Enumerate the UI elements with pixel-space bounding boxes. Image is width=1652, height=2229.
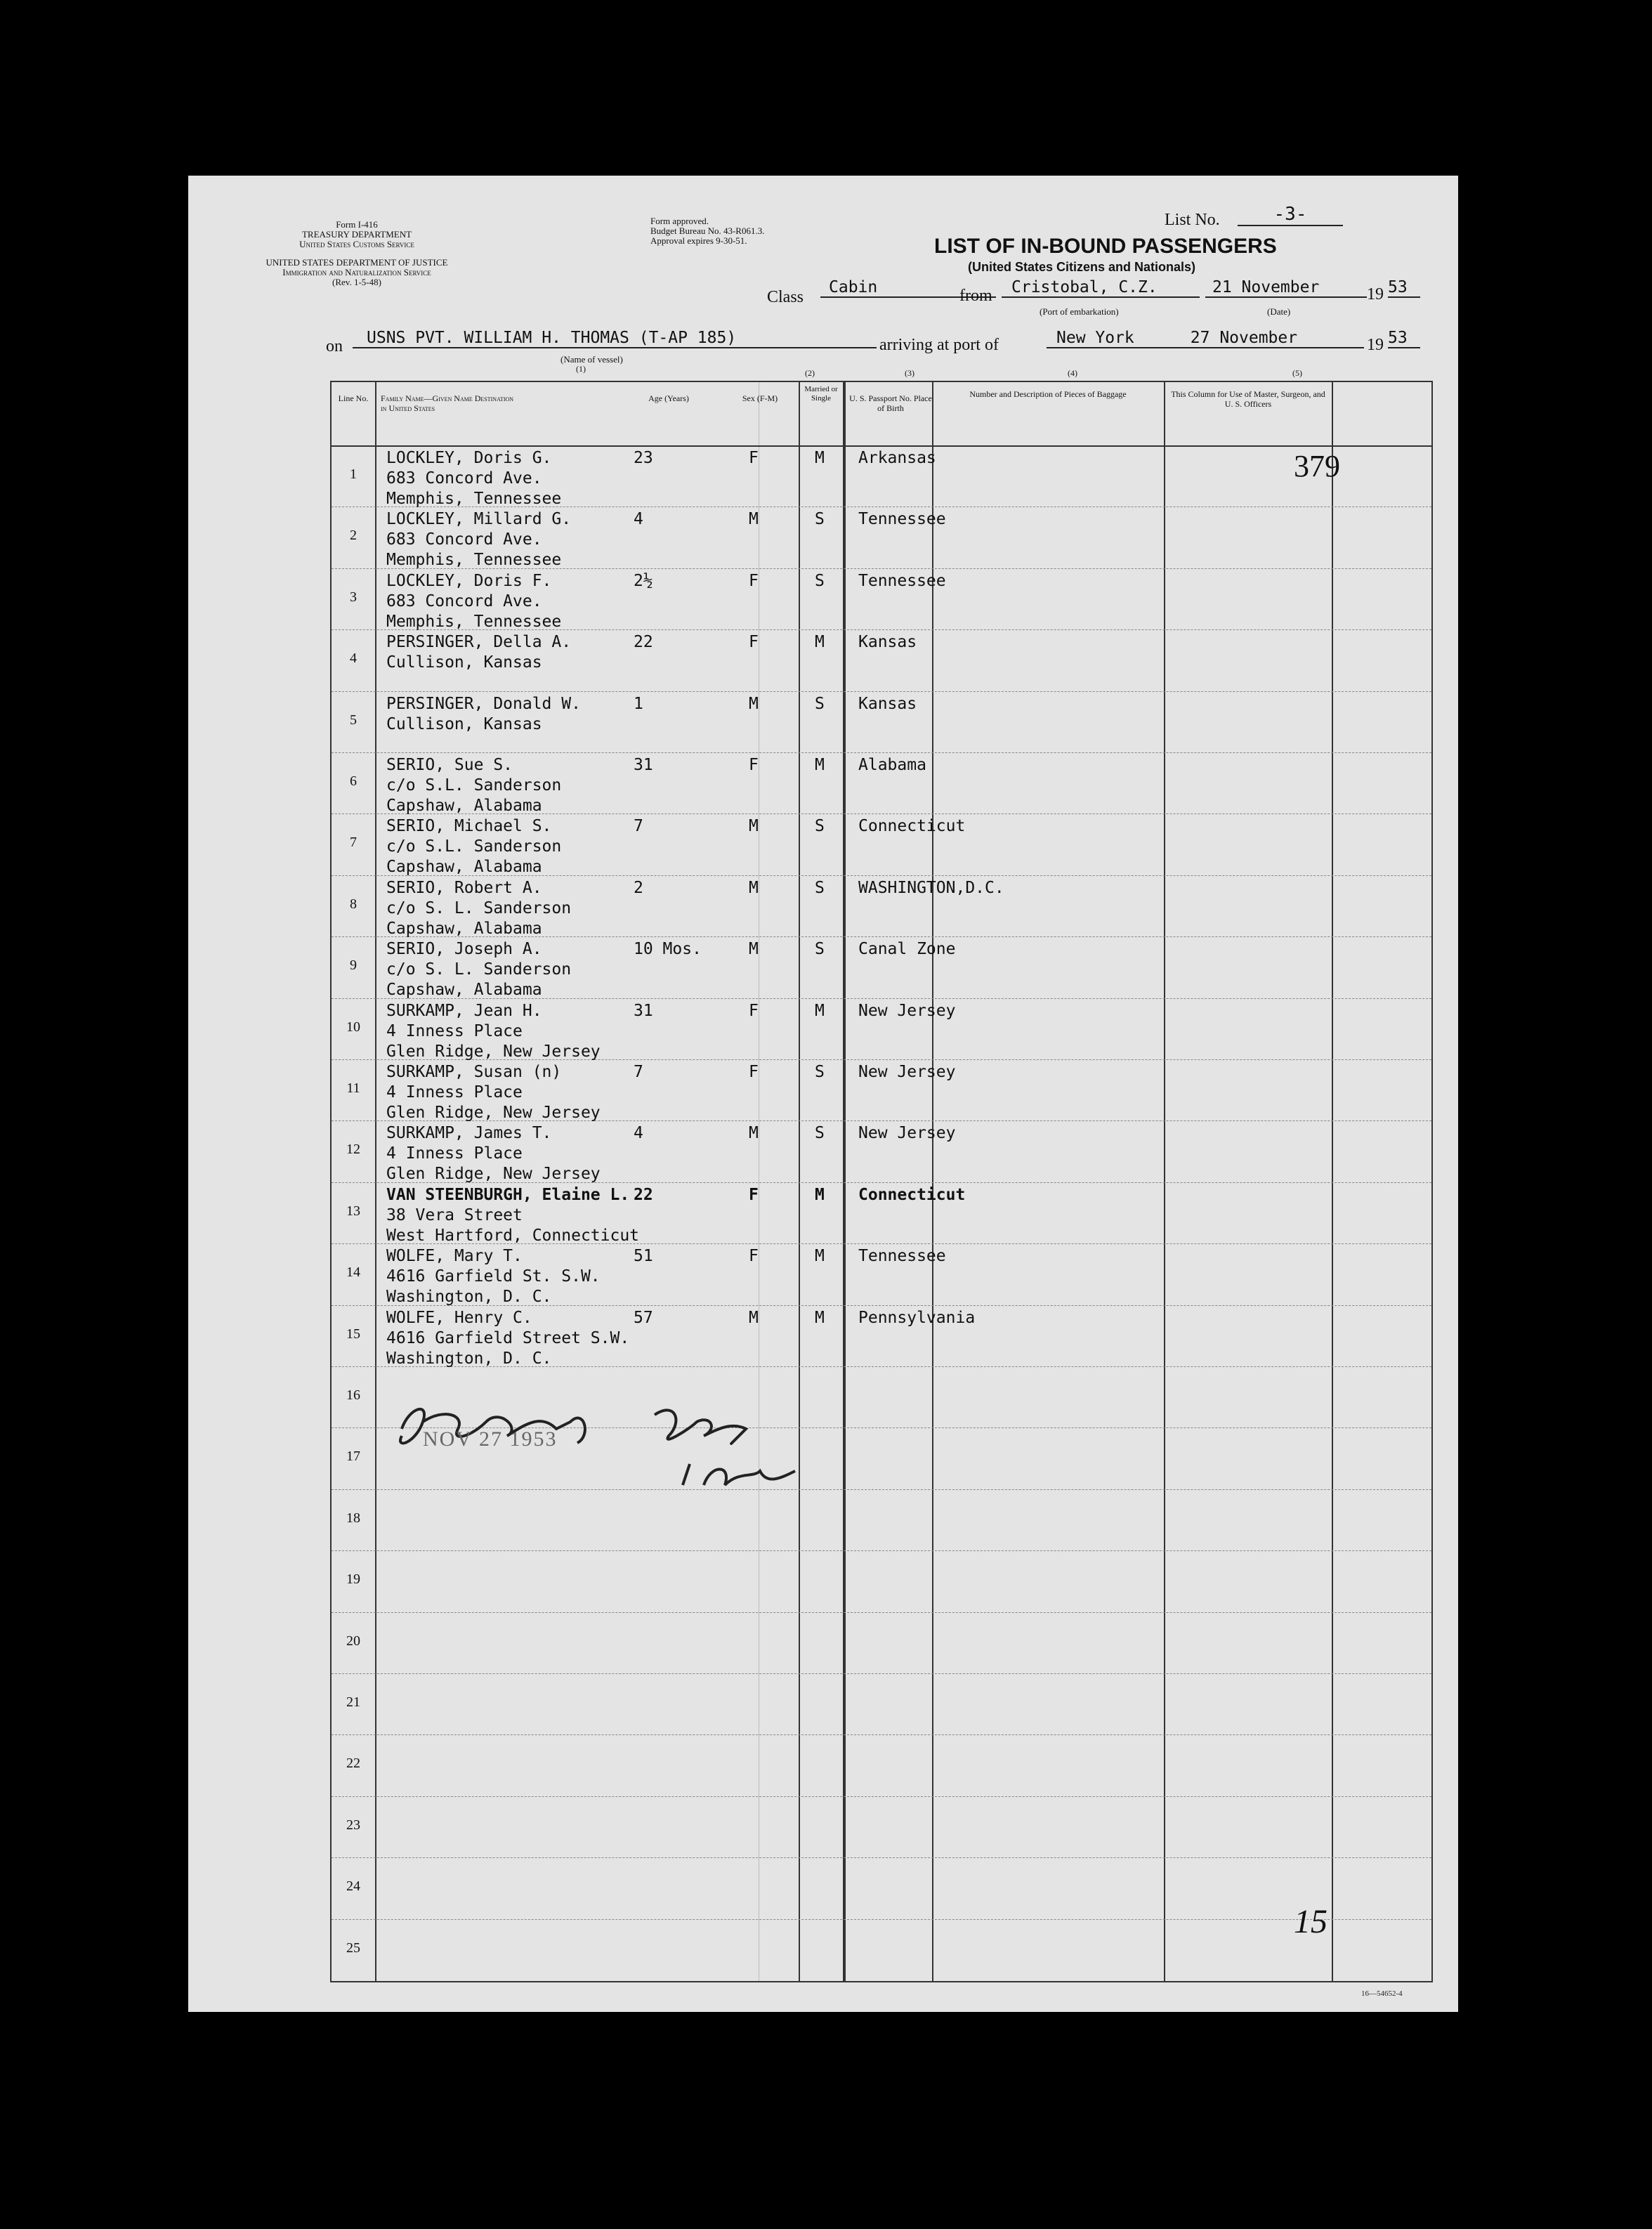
passenger-name-address xyxy=(386,448,561,509)
passenger-address-line: 4 Inness Place xyxy=(386,1144,523,1163)
passenger-age: 31 xyxy=(634,1001,653,1020)
col-num-5: (5) xyxy=(1292,368,1302,378)
passenger-age: 51 xyxy=(634,1247,653,1266)
line-number: 15 xyxy=(346,1326,360,1342)
passenger-marital-status: M xyxy=(815,1001,825,1020)
passenger-marital-status: S xyxy=(815,1063,825,1081)
passenger-sex: F xyxy=(749,1247,759,1266)
col-name: Family Name—Given Name Destination in United States xyxy=(381,393,514,413)
col-num-2: (2) xyxy=(805,368,815,378)
passenger-age: 22 xyxy=(634,633,653,652)
line-number: 12 xyxy=(346,1142,360,1158)
treasury-dept: TREASURY DEPARTMENT xyxy=(301,229,412,240)
class-label: Class xyxy=(767,288,804,306)
passenger-marital-status: S xyxy=(815,878,825,897)
line-number: 9 xyxy=(350,957,357,974)
passenger-age: 57 xyxy=(634,1308,653,1327)
passenger-name-address xyxy=(386,939,571,1000)
passenger-address-line: Cullison, Kansas xyxy=(386,714,542,733)
passenger-marital-status: S xyxy=(815,1124,825,1143)
passenger-sex: M xyxy=(749,878,759,897)
from-label: from xyxy=(959,287,992,305)
line-number: 7 xyxy=(350,835,357,851)
col-age: Age (Years) xyxy=(648,393,689,403)
passenger-address-line: West Hartford, Connecticut xyxy=(386,1226,640,1245)
passenger-age: 4 xyxy=(634,510,643,529)
passenger-name-address xyxy=(386,571,561,632)
passenger-address-line xyxy=(386,673,571,693)
passenger-birthplace: Connecticut xyxy=(858,1185,966,1204)
handwritten-total: 15 xyxy=(1294,1903,1328,1940)
embarkation-year: 53 xyxy=(1388,278,1420,298)
passenger-address-line: 683 Concord Ave. xyxy=(386,591,542,610)
row-divider xyxy=(332,1796,1431,1797)
port-of-embarkation: Cristobal, C.Z. xyxy=(1002,278,1200,298)
passenger-sex: F xyxy=(749,571,759,590)
passenger-marital-status: S xyxy=(815,510,825,529)
year-prefix: 19 xyxy=(1367,285,1384,303)
passenger-address-line: 683 Concord Ave. xyxy=(386,469,542,488)
passenger-address-line: Washington, D. C. xyxy=(386,1349,552,1368)
passenger-address-line: c/o S. L. Sanderson xyxy=(386,898,572,917)
form-revision: (Rev. 1-5-48) xyxy=(332,277,381,287)
passenger-age: 1 xyxy=(634,694,643,713)
passenger-birthplace: Alabama xyxy=(858,756,926,774)
passenger-address-line: 4616 Garfield St. S.W. xyxy=(386,1267,601,1286)
passenger-marital-status: M xyxy=(815,1247,825,1266)
passenger-sex: M xyxy=(749,1308,759,1327)
passenger-address-line: 4616 Garfield Street S.W. xyxy=(386,1328,630,1347)
passenger-name: SERIO, Joseph A. xyxy=(386,940,542,959)
passenger-birthplace: Tennessee xyxy=(858,571,946,590)
line-number: 8 xyxy=(350,896,357,912)
passenger-sex: M xyxy=(749,1124,759,1143)
passenger-age: 4 xyxy=(634,1124,643,1143)
line-number: 3 xyxy=(350,589,357,605)
passenger-name-address xyxy=(386,1001,601,1062)
print-code: 16—54652-4 xyxy=(1361,1989,1403,1998)
passenger-address-line: 38 Vera Street xyxy=(386,1205,523,1224)
col-married: Married or Single xyxy=(804,385,838,403)
passenger-birthplace: Kansas xyxy=(858,694,917,713)
header-rule xyxy=(332,445,1431,447)
vessel-name: USNS PVT. WILLIAM H. THOMAS (T-AP 185) xyxy=(353,329,877,348)
line-number: 2 xyxy=(350,528,357,544)
col-passport: U. S. Passport No. Place of Birth xyxy=(849,393,932,413)
passenger-name-address xyxy=(386,878,571,939)
passenger-address-line: 683 Concord Ave. xyxy=(386,530,542,549)
passenger-name: LOCKLEY, Doris F. xyxy=(386,571,552,590)
line-number: 24 xyxy=(346,1878,360,1895)
stamp-number: 379 xyxy=(1294,449,1340,483)
col-baggage: Number and Description of Pieces of Baggage xyxy=(969,389,1127,399)
col-num-4: (4) xyxy=(1068,368,1077,378)
passenger-name: SURKAMP, Jean H. xyxy=(386,1001,542,1020)
port-caption: (Port of embarkation) xyxy=(1040,306,1119,317)
passenger-birthplace: Arkansas xyxy=(858,449,936,467)
on-label: on xyxy=(326,337,343,355)
col-num-3: (3) xyxy=(905,368,914,378)
customs-service: United States Customs Service xyxy=(299,239,414,249)
passenger-address-line: Cullison, Kansas xyxy=(386,653,542,672)
passenger-name: LOCKLEY, Doris G. xyxy=(386,449,552,467)
line-number: 23 xyxy=(346,1817,360,1833)
passenger-name-address xyxy=(386,1123,601,1184)
passenger-birthplace: Tennessee xyxy=(858,1247,946,1266)
passenger-name-address xyxy=(386,1308,629,1369)
vessel-col-num: (1) xyxy=(576,364,586,374)
passenger-name: PERSINGER, Donald W. xyxy=(386,694,581,713)
passenger-address-line: Washington, D. C. xyxy=(386,1288,552,1307)
row-divider xyxy=(332,1919,1431,1920)
line-number: 6 xyxy=(350,773,357,789)
passenger-age: 2½ xyxy=(634,571,653,590)
passenger-name: SURKAMP, James T. xyxy=(386,1124,552,1143)
passenger-birthplace: Kansas xyxy=(858,633,917,652)
arrival-port: New York 27 November xyxy=(1047,329,1364,348)
approval-note: Form approved. Budget Bureau No. 43-R061.3. Approval expires 9-30-51. xyxy=(650,216,765,246)
passenger-address-line: Capshaw, Alabama xyxy=(386,858,542,877)
passenger-marital-status: S xyxy=(815,940,825,959)
passenger-age: 23 xyxy=(634,449,653,467)
passenger-birthplace: Connecticut xyxy=(858,817,966,836)
passenger-birthplace: New Jersey xyxy=(858,1001,956,1020)
passenger-marital-status: S xyxy=(815,817,825,836)
line-number: 20 xyxy=(346,1633,360,1649)
page-title: LIST OF IN-BOUND PASSENGERS xyxy=(934,235,1277,258)
passenger-marital-status: S xyxy=(815,571,825,590)
passenger-name: SERIO, Michael S. xyxy=(386,817,552,836)
passenger-name: VAN STEENBURGH, Elaine L. xyxy=(386,1185,630,1204)
passenger-address-line: Memphis, Tennessee xyxy=(386,612,562,631)
col-line-no: Line No. xyxy=(338,393,369,403)
passenger-name: PERSINGER, Della A. xyxy=(386,633,572,652)
passenger-name-address xyxy=(386,1246,601,1307)
passenger-marital-status: M xyxy=(815,1185,825,1204)
line-number: 25 xyxy=(346,1940,360,1956)
passenger-birthplace: Pennsylvania xyxy=(858,1308,976,1327)
passenger-sex: F xyxy=(749,1063,759,1081)
passenger-name: LOCKLEY, Millard G. xyxy=(386,510,572,529)
passenger-marital-status: M xyxy=(815,756,825,774)
passenger-name: SURKAMP, Susan (n) xyxy=(386,1063,562,1081)
passenger-age: 10 Mos. xyxy=(634,940,702,959)
passenger-marital-status: M xyxy=(815,449,825,467)
passenger-address-line xyxy=(386,735,581,755)
passenger-sex: M xyxy=(749,817,759,836)
date-stamp: NOV 27 1953 xyxy=(423,1427,558,1451)
line-number: 16 xyxy=(346,1387,360,1403)
line-number: 5 xyxy=(350,712,357,728)
passenger-age: 2 xyxy=(634,878,643,897)
passenger-address-line: c/o S. L. Sanderson xyxy=(386,960,572,979)
passenger-address-line: Memphis, Tennessee xyxy=(386,490,562,508)
passenger-birthplace: New Jersey xyxy=(858,1063,956,1081)
line-number: 21 xyxy=(346,1694,360,1710)
passenger-name-address xyxy=(386,755,561,816)
passenger-address-line: c/o S.L. Sanderson xyxy=(386,837,562,856)
passenger-name: WOLFE, Mary T. xyxy=(386,1247,523,1266)
passenger-birthplace: Canal Zone xyxy=(858,940,956,959)
ins-service: Immigration and Naturalization Service xyxy=(282,267,431,277)
arrival-year: 53 xyxy=(1388,329,1420,348)
line-number: 4 xyxy=(350,651,357,667)
line-number: 14 xyxy=(346,1264,360,1281)
vessel-caption: (Name of vessel) xyxy=(560,354,623,365)
passenger-address-line: Glen Ridge, New Jersey xyxy=(386,1165,601,1184)
passenger-sex: M xyxy=(749,940,759,959)
passenger-birthplace: Tennessee xyxy=(858,510,946,529)
list-no-value: -3- xyxy=(1238,204,1343,226)
passenger-address-line: c/o S.L. Sanderson xyxy=(386,776,562,795)
form-number: Form I-416 xyxy=(336,219,378,230)
row-divider xyxy=(332,1673,1431,1674)
passenger-name-address xyxy=(386,1185,639,1246)
passenger-sex: M xyxy=(749,694,759,713)
passenger-age: 22 xyxy=(634,1185,653,1204)
passenger-name-address xyxy=(386,694,581,755)
row-divider xyxy=(332,1857,1431,1858)
passenger-table xyxy=(330,381,1433,1982)
passenger-address-line: 4 Inness Place xyxy=(386,1083,523,1102)
line-number: 1 xyxy=(350,466,357,482)
passenger-address-line: Capshaw, Alabama xyxy=(386,797,542,815)
passenger-address-line: Glen Ridge, New Jersey xyxy=(386,1104,601,1122)
passenger-name: SERIO, Robert A. xyxy=(386,878,542,897)
passenger-marital-status: M xyxy=(815,1308,825,1327)
passenger-birthplace: WASHINGTON,D.C. xyxy=(858,878,1004,897)
passenger-name-address xyxy=(386,509,571,570)
passenger-sex: M xyxy=(749,510,759,529)
passenger-sex: F xyxy=(749,756,759,774)
passenger-address-line: Capshaw, Alabama xyxy=(386,919,542,938)
passenger-marital-status: S xyxy=(815,694,825,713)
passenger-name-address xyxy=(386,632,571,693)
class-value: Cabin xyxy=(820,278,996,298)
line-number: 18 xyxy=(346,1510,360,1526)
list-no-label: List No. xyxy=(1165,211,1220,229)
passenger-name: WOLFE, Henry C. xyxy=(386,1308,532,1327)
line-number: 19 xyxy=(346,1571,360,1588)
passenger-sex: F xyxy=(749,1001,759,1020)
line-number: 13 xyxy=(346,1203,360,1219)
passenger-age: 7 xyxy=(634,817,643,836)
embarkation-date: 21 November xyxy=(1205,278,1367,298)
row-divider xyxy=(332,1550,1431,1551)
page-subtitle: (United States Citizens and Nationals) xyxy=(968,260,1196,274)
arrival-year-prefix: 19 xyxy=(1367,336,1384,354)
passenger-sex: F xyxy=(749,449,759,467)
passenger-sex: F xyxy=(749,633,759,652)
line-number: 10 xyxy=(346,1019,360,1035)
passenger-sex: F xyxy=(749,1185,759,1204)
passenger-age: 31 xyxy=(634,756,653,774)
row-divider xyxy=(332,1612,1431,1613)
row-divider xyxy=(332,1734,1431,1735)
line-number: 11 xyxy=(346,1080,360,1096)
passenger-marital-status: M xyxy=(815,633,825,652)
date-caption: (Date) xyxy=(1267,306,1291,317)
passenger-name-address xyxy=(386,1062,601,1123)
passenger-address-line: Capshaw, Alabama xyxy=(386,981,542,1000)
passenger-address-line: Memphis, Tennessee xyxy=(386,551,562,570)
line-number: 17 xyxy=(346,1449,360,1465)
justice-dept: UNITED STATES DEPARTMENT OF JUSTICE xyxy=(266,257,448,268)
col-officers: This Column for Use of Master, Surgeon, and U. S. Officers xyxy=(1171,389,1325,409)
arriving-label: arriving at port of xyxy=(879,336,999,354)
col-sex: Sex (F-M) xyxy=(742,393,778,403)
line-number: 22 xyxy=(346,1756,360,1772)
passenger-address-line: Glen Ridge, New Jersey xyxy=(386,1042,601,1061)
passenger-name-address xyxy=(386,816,561,877)
passenger-birthplace: New Jersey xyxy=(858,1124,956,1143)
passenger-age: 7 xyxy=(634,1063,643,1081)
passenger-name: SERIO, Sue S. xyxy=(386,756,513,774)
passenger-address-line: 4 Inness Place xyxy=(386,1021,523,1040)
